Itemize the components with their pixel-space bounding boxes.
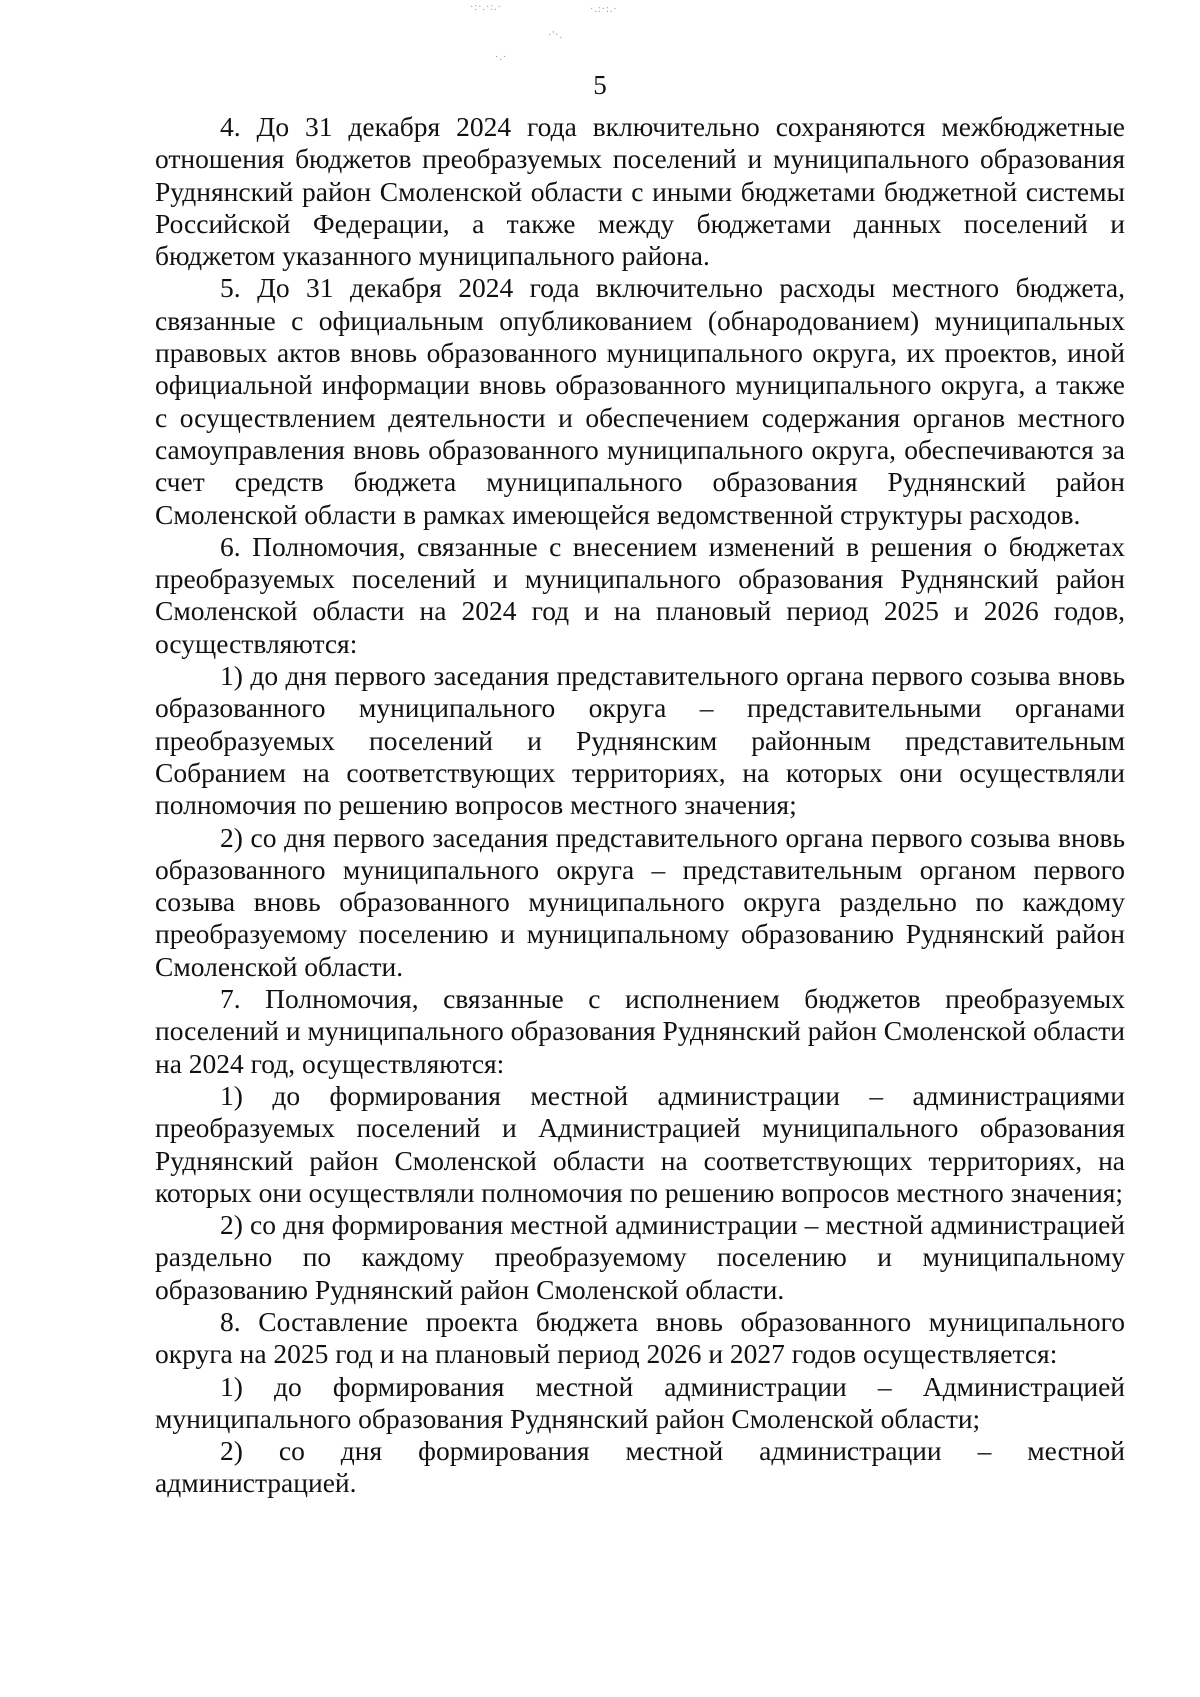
- scan-artifact: ·:·.·:.·: [470, 2, 502, 13]
- page-number: 5: [593, 70, 607, 100]
- paragraph-7-item-2: 2) со дня формирования местной администрации – местной администрацией раздельно по каждому преобразуемому поселению и муниципальному образованию Руднянский район Смоленской области.: [155, 1209, 1125, 1305]
- paragraph-5: 5. До 31 декабря 2024 года включительно расходы местного бюджета, связанные с официальным опубликованием (обнародованием) муниципальных правовых актов вновь образованного муниципального округа, их проектов, иной официальной информации вновь образованного муниципального округа, а также с осуществлением деятельности и обеспечением содержания органов местного самоуправления вновь образованного муниципального округа, обеспечиваются за счет средств бюджета муниципального образования Руднянский район Смоленской области в рамках имеющейся ведомственной структуры расходов.: [155, 272, 1125, 530]
- scan-artifact: ·'·.: [548, 30, 563, 41]
- paragraph-7: 7. Полномочия, связанные с исполнением бюджетов преобразуемых поселений и муниципального образования Руднянский район Смоленской области на 2024 год, осуществляются:: [155, 983, 1126, 1079]
- paragraph-4: 4. До 31 декабря 2024 года включительно сохраняются межбюджетные отношения бюджетов преобразуемых поселений и муниципального образования Руднянский район Смоленской области с иными бюджетами бюджетной системы Российской Федерации, а также между бюджетами данных поселений и бюджетом указанного муниципального района.: [155, 111, 1125, 272]
- paragraph-8: 8. Составление проекта бюджета вновь образованного муниципального округа на 2025 год и на плановый период 2026 и 2027 годов осуществляется:: [155, 1305, 1125, 1370]
- scan-artifact: ·.·: [495, 52, 508, 63]
- paragraph-8-item-2: 2) со дня формирования местной администрации – местной администрацией.: [155, 1435, 1125, 1499]
- scan-artifact: ·.:·:.·: [590, 4, 618, 15]
- paragraph-8-item-1: 1) до формирования местной администрации – Администрацией муниципального образования Руднянский район Смоленской области;: [155, 1370, 1125, 1434]
- document-body: [155, 111, 1125, 1500]
- paragraph-6: 6. Полномочия, связанные с внесением изменений в решения о бюджетах преобразуемых поселений и муниципального образования Руднянский район Смоленской области на 2024 год и на плановый период 2025 и 2026 годов, осуществляются:: [155, 530, 1125, 659]
- paragraph-6-item-1: 1) до дня первого заседания представительного органа первого созыва вновь образованного муниципального округа – представительными органами преобразуемых поселений и Руднянским районным представительным Собранием на соответствующих территориях, на которых они осуществляли полномочия по решению вопросов местного значения;: [155, 660, 1125, 821]
- paragraph-6-item-2: 2) со дня первого заседания представительного органа первого созыва вновь образованного муниципального округа – представительным органом первого созыва вновь образованного муниципального округа раздельно по каждому преобразуемому поселению и муниципальному образованию Руднянский район Смоленской области.: [155, 821, 1125, 982]
- paragraph-7-item-1: 1) до формирования местной администрации – администрациями преобразуемых поселений и Администрацией муниципального образования Руднянский район Смоленской области на соответствующих территориях, на которых они осуществляли полномочия по решению вопросов местного значения;: [155, 1079, 1125, 1208]
